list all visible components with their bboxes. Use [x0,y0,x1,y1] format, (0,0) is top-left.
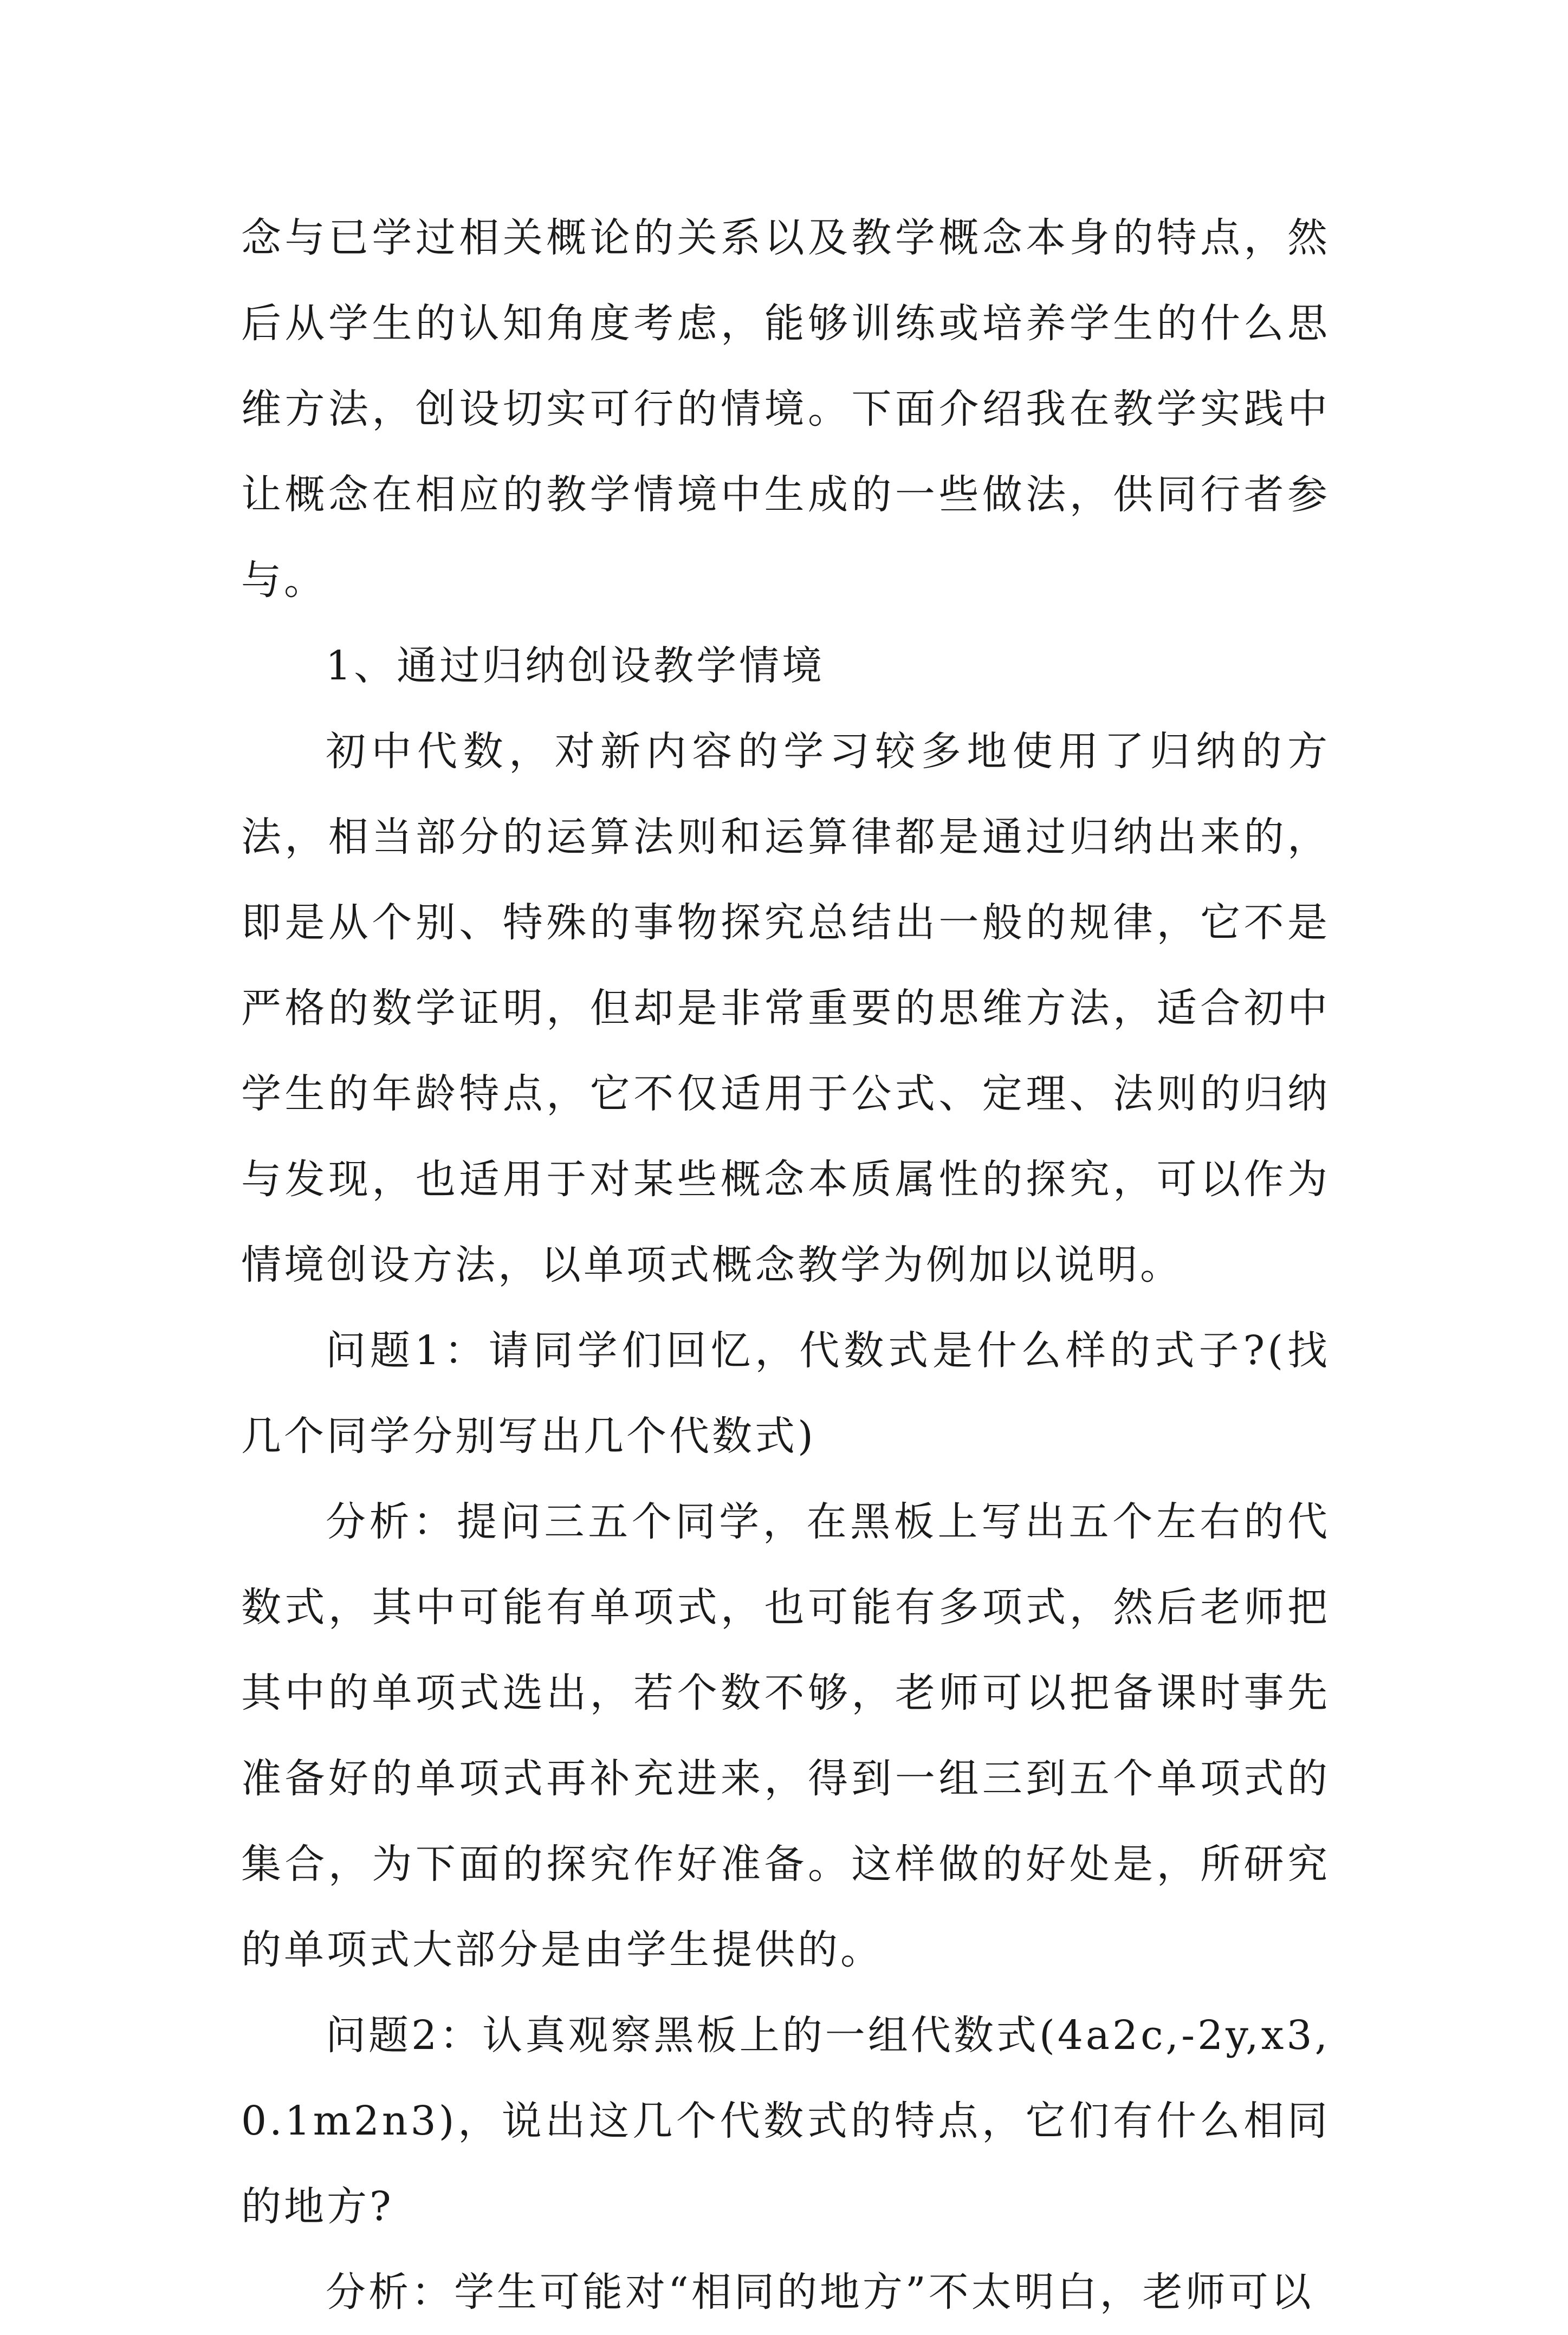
paragraph-intro-continued: 念与已学过相关概论的关系以及教学概念本身的特点，然后从学生的认知角度考虑，能够训练或培养学生的什么思维方法，创设切实可行的情境。下面介绍我在教学实践中让概念在相应的教学情境中生成的一些做法，供同行者参与。 [241,215,1330,604]
paragraph-question-1: 问题1：请同学们回忆，代数式是什么样的式子?(找几个同学分别写出几个代数式) [241,1327,1330,1460]
paragraph-induction: 初中代数，对新内容的学习较多地使用了归纳的方法，相当部分的运算法则和运算律都是通过归纳出来的，即是从个别、特殊的事物探究总结出一般的规律，它不是严格的数学证明，但却是非常重要的思维方法，适合初中学生的年龄特点，它不仅适用于公式、定理、法则的归纳与发现，也适用于对某些概念本质属性的探究，可以作为情境创设方法，以单项式概念教学为例加以说明。 [241,728,1330,1288]
document-body [241,195,1330,2335]
paragraph-question-2: 问题2：认真观察黑板上的一组代数式(4a2c,-2y,x3,0.1m2n3)，说出这几个代数式的特点，它们有什么相同的地方? [241,2012,1330,2230]
paragraph-analysis-1: 分析：提问三五个同学，在黑板上写出五个左右的代数式，其中可能有单项式，也可能有多项式，然后老师把其中的单项式选出，若个数不够，老师可以把备课时事先准备好的单项式再补充进来，得到一组三到五个单项式的集合，为下面的探究作好准备。这样做的好处是，所研究的单项式大部分是由学生提供的。 [241,1499,1330,1973]
section-heading-1: 1、通过归纳创设教学情境 [326,643,825,689]
paragraph-analysis-2: 分析：学生可能对“相同的地方”不太明白，老师可以 [326,2269,1314,2315]
